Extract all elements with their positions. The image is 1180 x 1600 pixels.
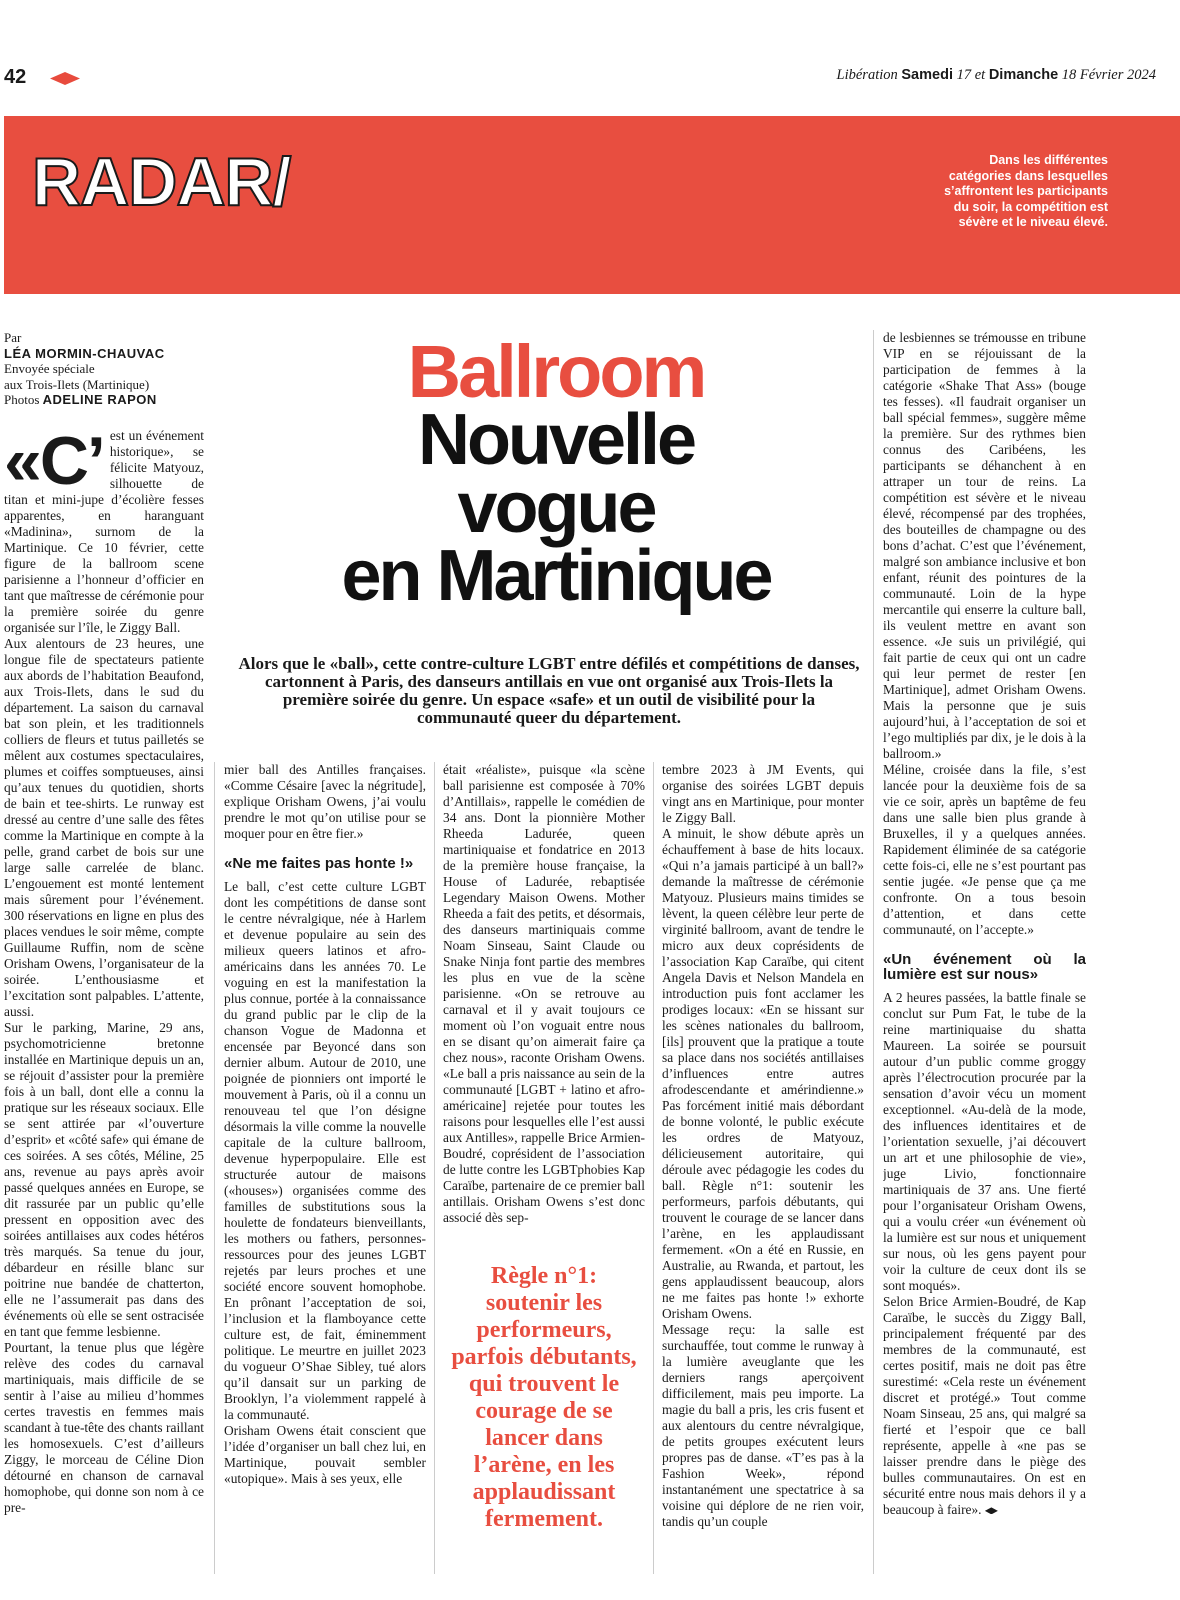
day-saturday: Samedi	[901, 67, 953, 83]
headline-line-2: Nouvelle	[417, 400, 695, 480]
paragraph: Pourtant, la tenue plus que légère relève des codes du carnaval martiniquais, mais difficile de se sentir à l’aise au milieu d’hommes certes travestis en femmes mais scandant à tue-tête des chants raillant les homosexuels. C’est d’ailleurs Ziggy, le morceau de Céline Dion détourné en chanson de carnaval homophobe, qui donne son nom à ce pre-	[4, 1340, 204, 1515]
byline-author: LÉA MORMIN-CHAUVAC	[4, 345, 165, 361]
date-first: 17	[956, 67, 972, 83]
column-rule	[214, 762, 215, 1574]
paragraph: Méline, croisée dans la file, s’est lancée pour la deuxième fois de sa vie ce soir, après un baptême de feu dans une salle bien plus grande à Bruxelles, il y a quelques années. Rapidement éliminée de sa catégorie cette fois-ci, elle ne s’est pourtant pas sentie jugée. «Je pense que ça me confronte. On a tous besoin d’attention, et dans cette communauté, on l’accepte.»	[883, 762, 1086, 937]
pull-quote: Règle n°1: soutenir les performeurs, parfois débutants, qui trouvent le courage de se lancer dans l’arène, en les applaudissant fermement.	[451, 1263, 637, 1532]
paragraph: tembre 2023 à JM Events, qui organise des soirées LGBT depuis vingt ans en Martinique, pour monter le Ziggy Ball.	[662, 762, 864, 825]
standfirst: Alors que le «ball», cette contre-culture LGBT entre défilés et compétitions de danses, cartonnent à Paris, des danseurs antillais en vue ont organisé aux Trois-Ilets la première soirée du genre. Un espace «safe» et un outil de visibilité pour la communauté queer du département.	[238, 654, 860, 727]
article-column-3	[443, 762, 645, 1232]
byline-photographer: ADELINE RAPON	[42, 392, 157, 407]
headline-line-4: en Martinique	[341, 536, 771, 616]
byline-role: Envoyée spéciale	[4, 361, 95, 376]
article-column-1	[4, 428, 204, 1574]
headline-line-1: Ballroom	[407, 330, 705, 413]
diamond-icon	[50, 72, 80, 85]
headline-line-3: vogue	[457, 468, 655, 548]
section-title: RADAR/	[32, 144, 291, 220]
date-conjunction: et	[974, 67, 986, 83]
column-rule	[653, 762, 654, 1574]
paragraph: Le ball, c’est cette culture LGBT dont les compétitions de danse sont le centre névralgique, née à Harlem et devenue populaire au sein des milieux queers latinos et afro-américains dans les années 70. Le voguing en est la manifestation la plus connue, portée à la connaissance du grand public par le clip de la chanson Vogue de Madonna et encensée par Beyoncé dans son dernier album. Autour de 2010, une poignée de pionniers ont importé le mouvement à Paris, où il a connu un renouveau tel que l’on désigne désormais la ville comme la nouvelle capitale de la culture ballroom, devenue hyperpopulaire. Elle est structurée autour de maisons («houses») organisées comme des familles de substitutions sous la houlette de fondateurs bienveillants, les mothers ou fathers, personnes-ressources pour des jeunes LGBT rejetés par leurs proches et une société encore souvent homophobe. En prônant l’acceptation de soi, l’inclusion et la flamboyance cette culture est, de fait, éminemment politique. Le meurtre en juillet 2023 du vogueur O’Shae Sibley, tué alors qu’il dansait sur un parking de Brooklyn, l’a violemment rappelé à la communauté.	[224, 879, 426, 1422]
paragraph: Selon Brice Armien-Boudré, de Kap Caraïbe, le succès du Ziggy Ball, principalement fréquenté par des membres de la communauté, est certes positif, mais ne doit pas être surestimé: «Cela reste un événement discret et protégé.» Tout comme Noam Sinseau, 25 ans, qui malgré sa fierté et l’espoir que ce ball représente, appelle à «ne pas se laisser prendre dans le piège des bulles communautaires. On est en sécurité entre nous mais dehors il y a beaucoup à faire».	[883, 1294, 1086, 1517]
date-second: 18 Février 2024	[1061, 67, 1156, 83]
paragraph: A minuit, le show débute après un échauffement à base de hits locaux. «Qui n’a jamais participé à un ball?» demande la maîtresse de cérémonie Matyouz. Plusieurs mains timides se lèvent, la queen célèbre leur perte de virginité ballroom, avant de tendre le micro aux deux coprésidents de l’association Kap Caraïbe, qui citent Angela Davis et Nelson Mandela en introduction puis font acclamer les prodiges locaux: «En se hissant sur les scènes nationales du ballroom, [ils] prouvent que la pratique a toute sa place dans nos sociétés antillaises d’influences entre autres afrodescendante et amérindienne.» Pas forcément initié mais débordant de bonne volonté, le public exécute les ordres de Matyouz, délicieusement autoritaire, qui déroule avec pédagogie les codes du ball. Règle n°1: soutenir les performeurs, parfois débutants, qui trouvent le courage de se lancer dans l’arène, en les applaudissant fermement. «On a été en Russie, en Australie, au Rwanda, et partout, les gens applaudissent beaucoup, alors ne me faites pas honte !» exhorte Orisham Owens.	[662, 826, 864, 1321]
subheading: «Ne me faites pas honte !»	[224, 855, 414, 872]
paragraph: Orisham Owens était conscient que l’idée d’organiser un ball chez lui, en Martinique, pouvait sembler «utopique». Mais à ses yeux, elle	[224, 1423, 426, 1486]
article-column-4	[662, 762, 864, 1574]
paragraph: mier ball des Antilles françaises. «Comme Césaire [avec la négritude], explique Orisham Owens, j’ai voulu prendre le mot qu’on utilise pour se moquer pour en être fier.»	[224, 762, 426, 841]
end-mark-icon	[985, 1507, 998, 1514]
article-column-2	[224, 762, 426, 1574]
dateline	[837, 67, 1156, 84]
column-rule	[434, 762, 435, 1574]
paragraph: Message reçu: la salle est surchauffée, tout comme le runway à la lumière aveuglante que les derniers rangs aperçoivent difficilement, mais peu importe. La magie du ball a pris, les cris fusent et aux alentours du centre névralgique, de petits groupes exécutent leurs propres pas de danse. «T’es pas à la Fashion Week», répond instantanément une spectatrice à sa voisine qui déplore de ne rien voir, tandis qu’un couple	[662, 1322, 864, 1529]
byline-photos-label: Photos	[4, 392, 40, 407]
paragraph: Sur le parking, Marine, 29 ans, psychomotricienne bretonne installée en Martinique depuis un an, se réjouit d’assister pour la première fois à un ball, dont elle a connu la pratique sur les réseaux sociaux. Elle se sent attirée par «l’ouverture d’esprit» et «côté safe» qui émane de ces soirées. A ses côtés, Méline, 25 ans, revenue au pays après avoir passé quelques années en Europe, se dit rassurée par un public qu’elle pressent en opposition avec des soirées antillaises aux codes hétéros très marqués. Sa tenue du jour, débardeur en résille blanc sur poitrine nue bandée de chatterton, elle ne l’assumerait pas dans des événements où elle se sent ostracisée en tant que femme lesbienne.	[4, 1020, 204, 1339]
paragraph: A 2 heures passées, la battle finale se conclut sur Pum Fat, le tube de la reine martiniquaise du shatta Maureen. La soirée se poursuit autour d’un public comme groggy après l’électrocution procurée par la sensation d’avoir vécu un moment exceptionnel. «Au-delà de la mode, des influences identitaires et de l’orientation sexuelle, j’ai découvert un art et une philosophie de vie», juge Livio, fonctionnaire martiniquais de 37 ans. Une fierté pour l’organisateur Orisham Owens, qui a voulu créer «un événement où la lumière est sur nous et uniquement sur nous, où les gens payent pour voir la culture de ceux dont ils se sont moqués».	[883, 990, 1086, 1293]
column-rule	[873, 330, 874, 1574]
paragraph: Aux alentours de 23 heures, une longue file de spectateurs patiente aux abords de l’habitation Beaufond, aux Trois-Ilets, dans le sud du département. La saison du carnaval bat son plein, et les traditionnels colliers de fleurs et tutus pailletés se mêlent aux costumes spectaculaires, plumes et coiffes somptueuses, ainsi qu’aux tenues du quotidien, shorts de bain et tee-shirts. Le runway est dressé au centre d’une salle des fêtes comme la Martinique en compte à la pelle, grand carbet de bois sur une large salle carrelée de blanc. L’engouement est monté lentement mais sûrement pour l’événement. 300 réservations en ligne en plus des places vendues le soir même, compte Guillaume Ruffin, nom de scène Orisham Owens, l’organisateur de la soirée. L’enthousiasme et l’excitation sont palpables. L’attente, aussi.	[4, 636, 204, 1019]
subheading: «Un événement où la lumière est sur nous»	[883, 951, 1086, 983]
paragraph: de lesbiennes se trémousse en tribune VIP en se réjouissant de la participation de femmes à la catégorie «Shake That Ass» (bouge tes fesses). «Il faudrait organiser un ball spécial femmes», suggère même la première. Sur des rythmes bien connus des Caribéens, les participants se déhanchent à en attraper un tour de reins. La compétition est sévère et le niveau élevé, récompensé par des trophées, des bouteilles de champagne ou des bons d’achat. C’est que l’événement, malgré son ambiance inclusive et bon enfant, réunit des pointures de la communauté. Loin de la hype mercantile qui enserre la culture ball, ils veulent mettre en avant son essence. «Je suis un privilégié, qui fait partie de ceux qui ont un cadre qui leur permet de rester [en Martinique], admet Orisham Owens. Mais la personne que je suis aujourd’hui, à l’acceptation de soi et l’ego multipliés par dix, je le dois à la ballroom.»	[883, 330, 1086, 761]
byline-par: Par	[4, 330, 22, 345]
headline	[236, 330, 876, 616]
drop-cap: «C’	[4, 428, 104, 499]
article-column-5	[883, 330, 1086, 1574]
paragraph: était «réaliste», puisque «la scène ball parisienne est composée à 70% d’Antillais», rappelle le comédien de 34 ans. Dont la pionnière Mother Rheeda Ladurée, queen martiniquaise et fondatrice en 2013 de la première house française, la House of Ladurée, rebaptisée Legendary Maison Owens. Mother Rheeda a fait des petits, et désormais, des danseurs martiniquais comme Noam Sinseau, Saint Claude ou Snake Ninja font partie des membres les plus en vue de la scène parisienne. «On se retrouve au carnaval et il y avait toujours ce moment où l’on voguait entre nous en se disant qu’on aimerait faire ça chez nous», raconte Orisham Owens. «Le ball a pris naissance au sein de la communauté [LGBT + latino et afro-américaine] rejetée pour toutes les raisons pour lesquelles elle l’est aussi aux Antilles», rappelle Brice Armien-Boudré, coprésident de l’association de lutte contre les LGBTphobies Kap Caraïbe, partenaire de ce premier ball antillais. Orisham Owens s’est donc associé dès sep-	[443, 762, 645, 1225]
byline	[4, 330, 204, 408]
page-number: 42	[4, 66, 27, 88]
day-sunday: Dimanche	[988, 67, 1059, 83]
paragraph: est un événement historique», se félicite Matyouz, silhouette de titan et mini-jupe d’écolière fesses apparentes, en haranguant «Madinina», surnom de la Martinique. Ce 10 février, cette figure de la ballroom scene parisienne a l’honneur d’officier en tant que maîtresse de cérémonie pour la première soirée du genre organisée sur l’île, le Ziggy Ball.	[4, 428, 204, 635]
byline-location: aux Trois-Ilets (Martinique)	[4, 376, 150, 392]
photo-caption: Dans les différentes catégories dans lesquelles s’affrontent les participants du soir, la compétition est sévère et le niveau élevé.	[944, 153, 1108, 229]
publication-name: Libération	[836, 67, 898, 83]
